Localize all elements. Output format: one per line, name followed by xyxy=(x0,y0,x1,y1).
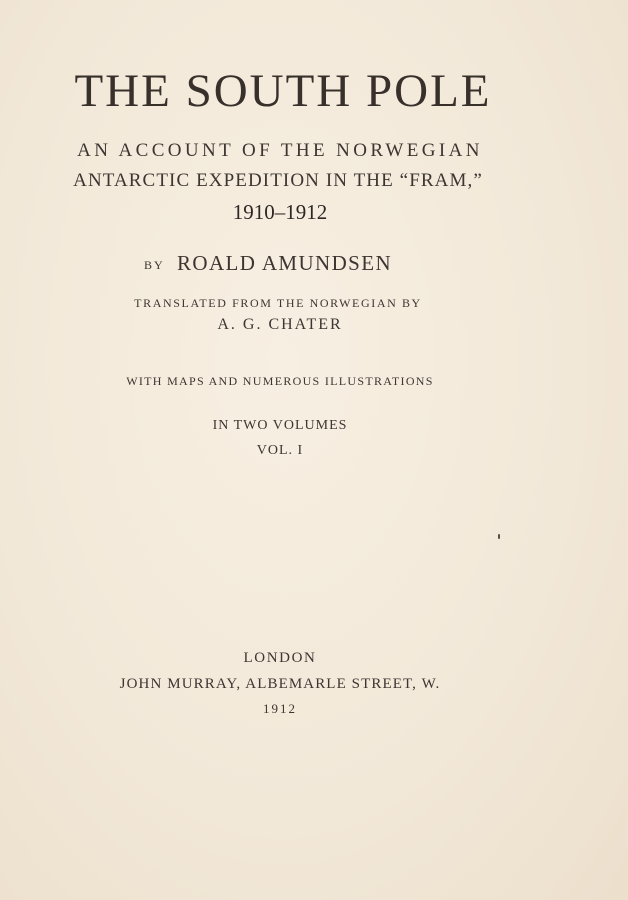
author-by-label: BY xyxy=(144,258,165,272)
expedition-years: 1910–1912 xyxy=(232,200,328,224)
subtitle-line-2: ANTARCTIC EXPEDITION IN THE “FRAM,” xyxy=(73,170,483,191)
illustrations-note: WITH MAPS AND NUMEROUS ILLUSTRATIONS xyxy=(126,374,434,388)
author-name: ROALD AMUNDSEN xyxy=(177,251,393,275)
translated-label: TRANSLATED FROM THE NORWEGIAN BY xyxy=(134,296,422,310)
book-title: THE SOUTH POLE xyxy=(74,65,492,117)
imprint-publisher: JOHN MURRAY, ALBEMARLE STREET, W. xyxy=(119,676,441,692)
subtitle-line-1: AN ACCOUNT OF THE NORWEGIAN xyxy=(77,140,483,161)
paper-speck xyxy=(498,534,500,539)
volume-number: VOL. I xyxy=(256,443,304,458)
translator-name: A. G. CHATER xyxy=(217,316,343,333)
imprint-city: LONDON xyxy=(243,650,317,666)
volume-count: IN TWO VOLUMES xyxy=(212,418,348,433)
imprint-year: 1912 xyxy=(263,701,297,716)
